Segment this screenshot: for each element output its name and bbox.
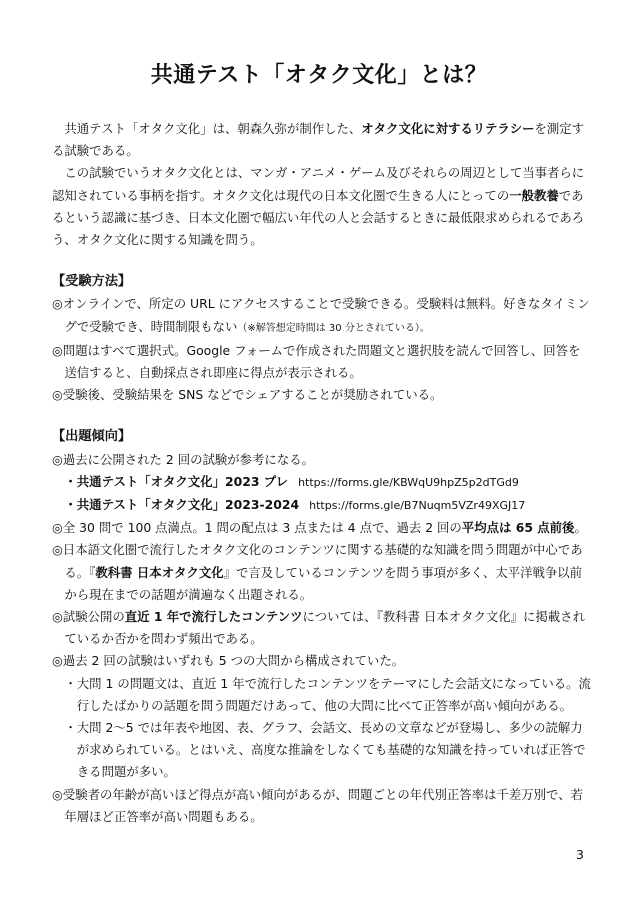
trend-emphasis: 教科書 日本オタク文化 <box>95 564 224 580</box>
trend-item-1: ◎過去に公開された 2 回の試験が参考になる。 <box>52 451 314 467</box>
form-link[interactable]: https://forms.gle/KBWqU9hpZ5p2dTGd9 <box>298 475 519 489</box>
trend-text: については、『教科書 日本オタク文化』に掲載されているか否かを問わず頻出である。 <box>64 609 585 647</box>
trend-emphasis: 直近 1 年で流行したコンテンツ <box>124 609 303 625</box>
trend-text: ◎全 30 問で 100 点満点。1 問の配点は 3 点または 4 点で、過去 2 回の <box>52 520 462 536</box>
link-label: ・共通テスト「オタク文化」2023-2024 <box>64 497 300 513</box>
trend-text: 。 <box>574 520 587 536</box>
method-text: ◎オンラインで、所定の URL にアクセスすることで受験できる。受験料は無料。好きなタイミングで受験でき、時間制限もない <box>52 296 590 334</box>
intro-emphasis: 一般教養 <box>509 187 559 203</box>
intro-text: この試験でいうオタク文化とは、マンガ・アニメ・ゲーム及びそれらの周辺として当事者らに認知されている事柄を指す。オタク文化は現代の日本文化圏で生きる人にとっての <box>52 165 585 203</box>
method-item-1 <box>52 293 592 339</box>
intro-text: 共通テスト「オタク文化」は、朝森久弥が制作した、 <box>64 121 362 136</box>
page-title: 共通テスト「オタク文化」とは？ <box>150 63 488 88</box>
trend-item-2 <box>52 517 592 539</box>
intro-paragraph-2 <box>52 162 592 251</box>
document-body <box>52 118 592 828</box>
section-heading-method: 【受験方法】 <box>52 274 132 290</box>
method-item-3: ◎受験後、受験結果を SNS などでシェアすることが奨励されている。 <box>52 387 443 403</box>
trend-text: ◎試験公開の <box>52 609 125 625</box>
form-link[interactable]: https://forms.gle/B7Nuqm5VZr49XGJ17 <box>309 499 526 513</box>
link-item-2023-pre <box>52 471 592 494</box>
trend-item-6: ◎受験者の年齢が高いほど得点が高い傾向があるが、問題ごとの年代別正答率は千差万別で、若年層ほど正答率が高い問題もある。 <box>52 786 583 824</box>
intro-emphasis: オタク文化に対するリテラシー <box>361 121 535 136</box>
method-item-2: ◎問題はすべて選択式。Google フォームで作成された問題文と選択肢を読んで回答し、回答を送信すると、自動採点され即座に得点が表示される。 <box>52 342 581 381</box>
trend-item-5: ◎過去 2 回の試験はいずれも 5 つの大問から構成されていた。 <box>52 653 405 669</box>
link-item-2023-2024 <box>52 494 592 517</box>
method-note: （※解答想定時間は 30 分とされている）。 <box>237 322 430 334</box>
trend-subitem-2: ・大問 2～5 では年表や地図、表、グラフ、会話文、長めの文章などが登場し、多少の読解力が求められている。とはいえ、高度な推論をしなくても基礎的な知識を持っていれば正答できる問題が多い。 <box>64 720 586 780</box>
trend-text: 』で言及しているコンテンツを問う事項が多く、太平洋戦争以前から現在までの話題が満遍なく出題される。 <box>64 564 583 602</box>
intro-text: を測定する試験である。 <box>52 121 585 159</box>
trend-text: ◎日本語文化圏で流行したオタク文化のコンテンツに関する基礎的な知識を問う問題が中心である。『 <box>52 542 583 580</box>
link-label: ・共通テスト「オタク文化」2023 プレ <box>64 473 289 489</box>
intro-text: であるという認識に基づき、日本文化圏で幅広い年代の人と会話するときに最低限求められるであろう、オタク文化に関する知識を問う。 <box>52 187 585 248</box>
intro-paragraph-1 <box>52 118 592 162</box>
trend-item-3 <box>52 539 592 606</box>
section-heading-trend: 【出題傾向】 <box>52 429 132 445</box>
trend-subitem-1: ・大問 1 の問題文は、直近 1 年で流行したコンテンツをテーマにした会話文になっている。流行したばかりの話題を問う問題だけあって、他の大問に比べて正答率が高い傾向がある。 <box>64 675 591 713</box>
trend-emphasis: 平均点は 65 点前後 <box>461 520 575 536</box>
trend-item-4 <box>52 606 592 650</box>
page-number: 3 <box>576 847 584 862</box>
